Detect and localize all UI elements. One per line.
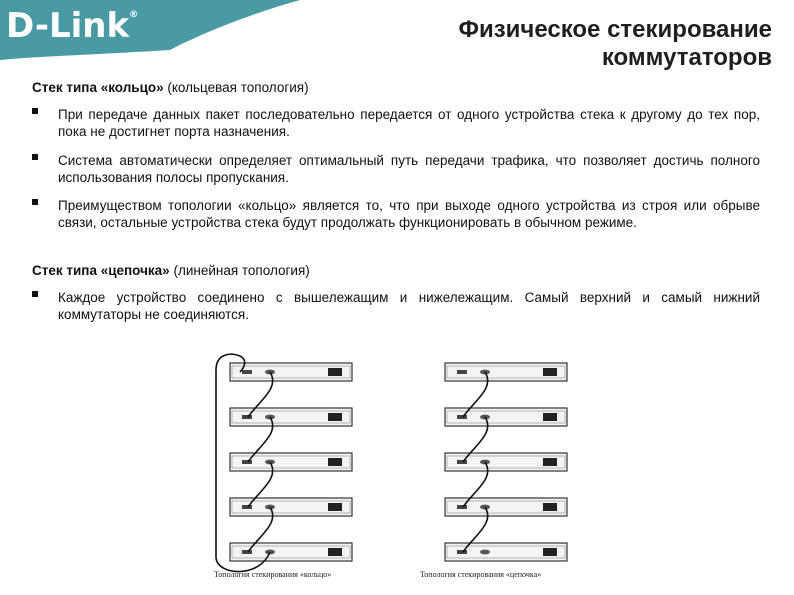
list-item: Система автоматически определяет оптимальный путь передачи трафика, что позволяет достичь полного использования полосы пропускания. (32, 152, 760, 186)
stacking-diagram (200, 348, 600, 580)
ring-stack (216, 354, 352, 571)
chain-caption: Топология стекирования «цепочка» (420, 570, 542, 579)
list-item: Преимуществом топологии «кольцо» является то, что при выходе одного устройства из строя или обрыве связи, остальные устройства стека будут продолжать функционировать в обычном режиме. (32, 197, 760, 231)
list-item: При передаче данных пакет последовательно передается от одного устройства стека к другому до тех пор, пока не достигнет порта назначения. (32, 106, 760, 140)
bullet-icon (32, 291, 38, 297)
ring-heading: Стек типа «кольцо» (кольцевая топология) (32, 80, 309, 95)
bullet-icon (32, 108, 38, 114)
page-title: Физическое стекирование коммутаторов (458, 16, 772, 71)
bullet-icon (32, 154, 38, 160)
bullet-icon (32, 199, 38, 205)
chain-stack (445, 363, 567, 561)
ring-caption: Топология стекирования «кольцо» (214, 570, 332, 579)
chain-heading: Стек типа «цепочка» (линейная топология) (32, 263, 310, 278)
d-link-logo: D-Link® (6, 6, 139, 46)
list-item: Каждое устройство соединено с вышележащим и нижележащим. Самый верхний и самый нижний коммутаторы не соединяются. (32, 289, 760, 323)
